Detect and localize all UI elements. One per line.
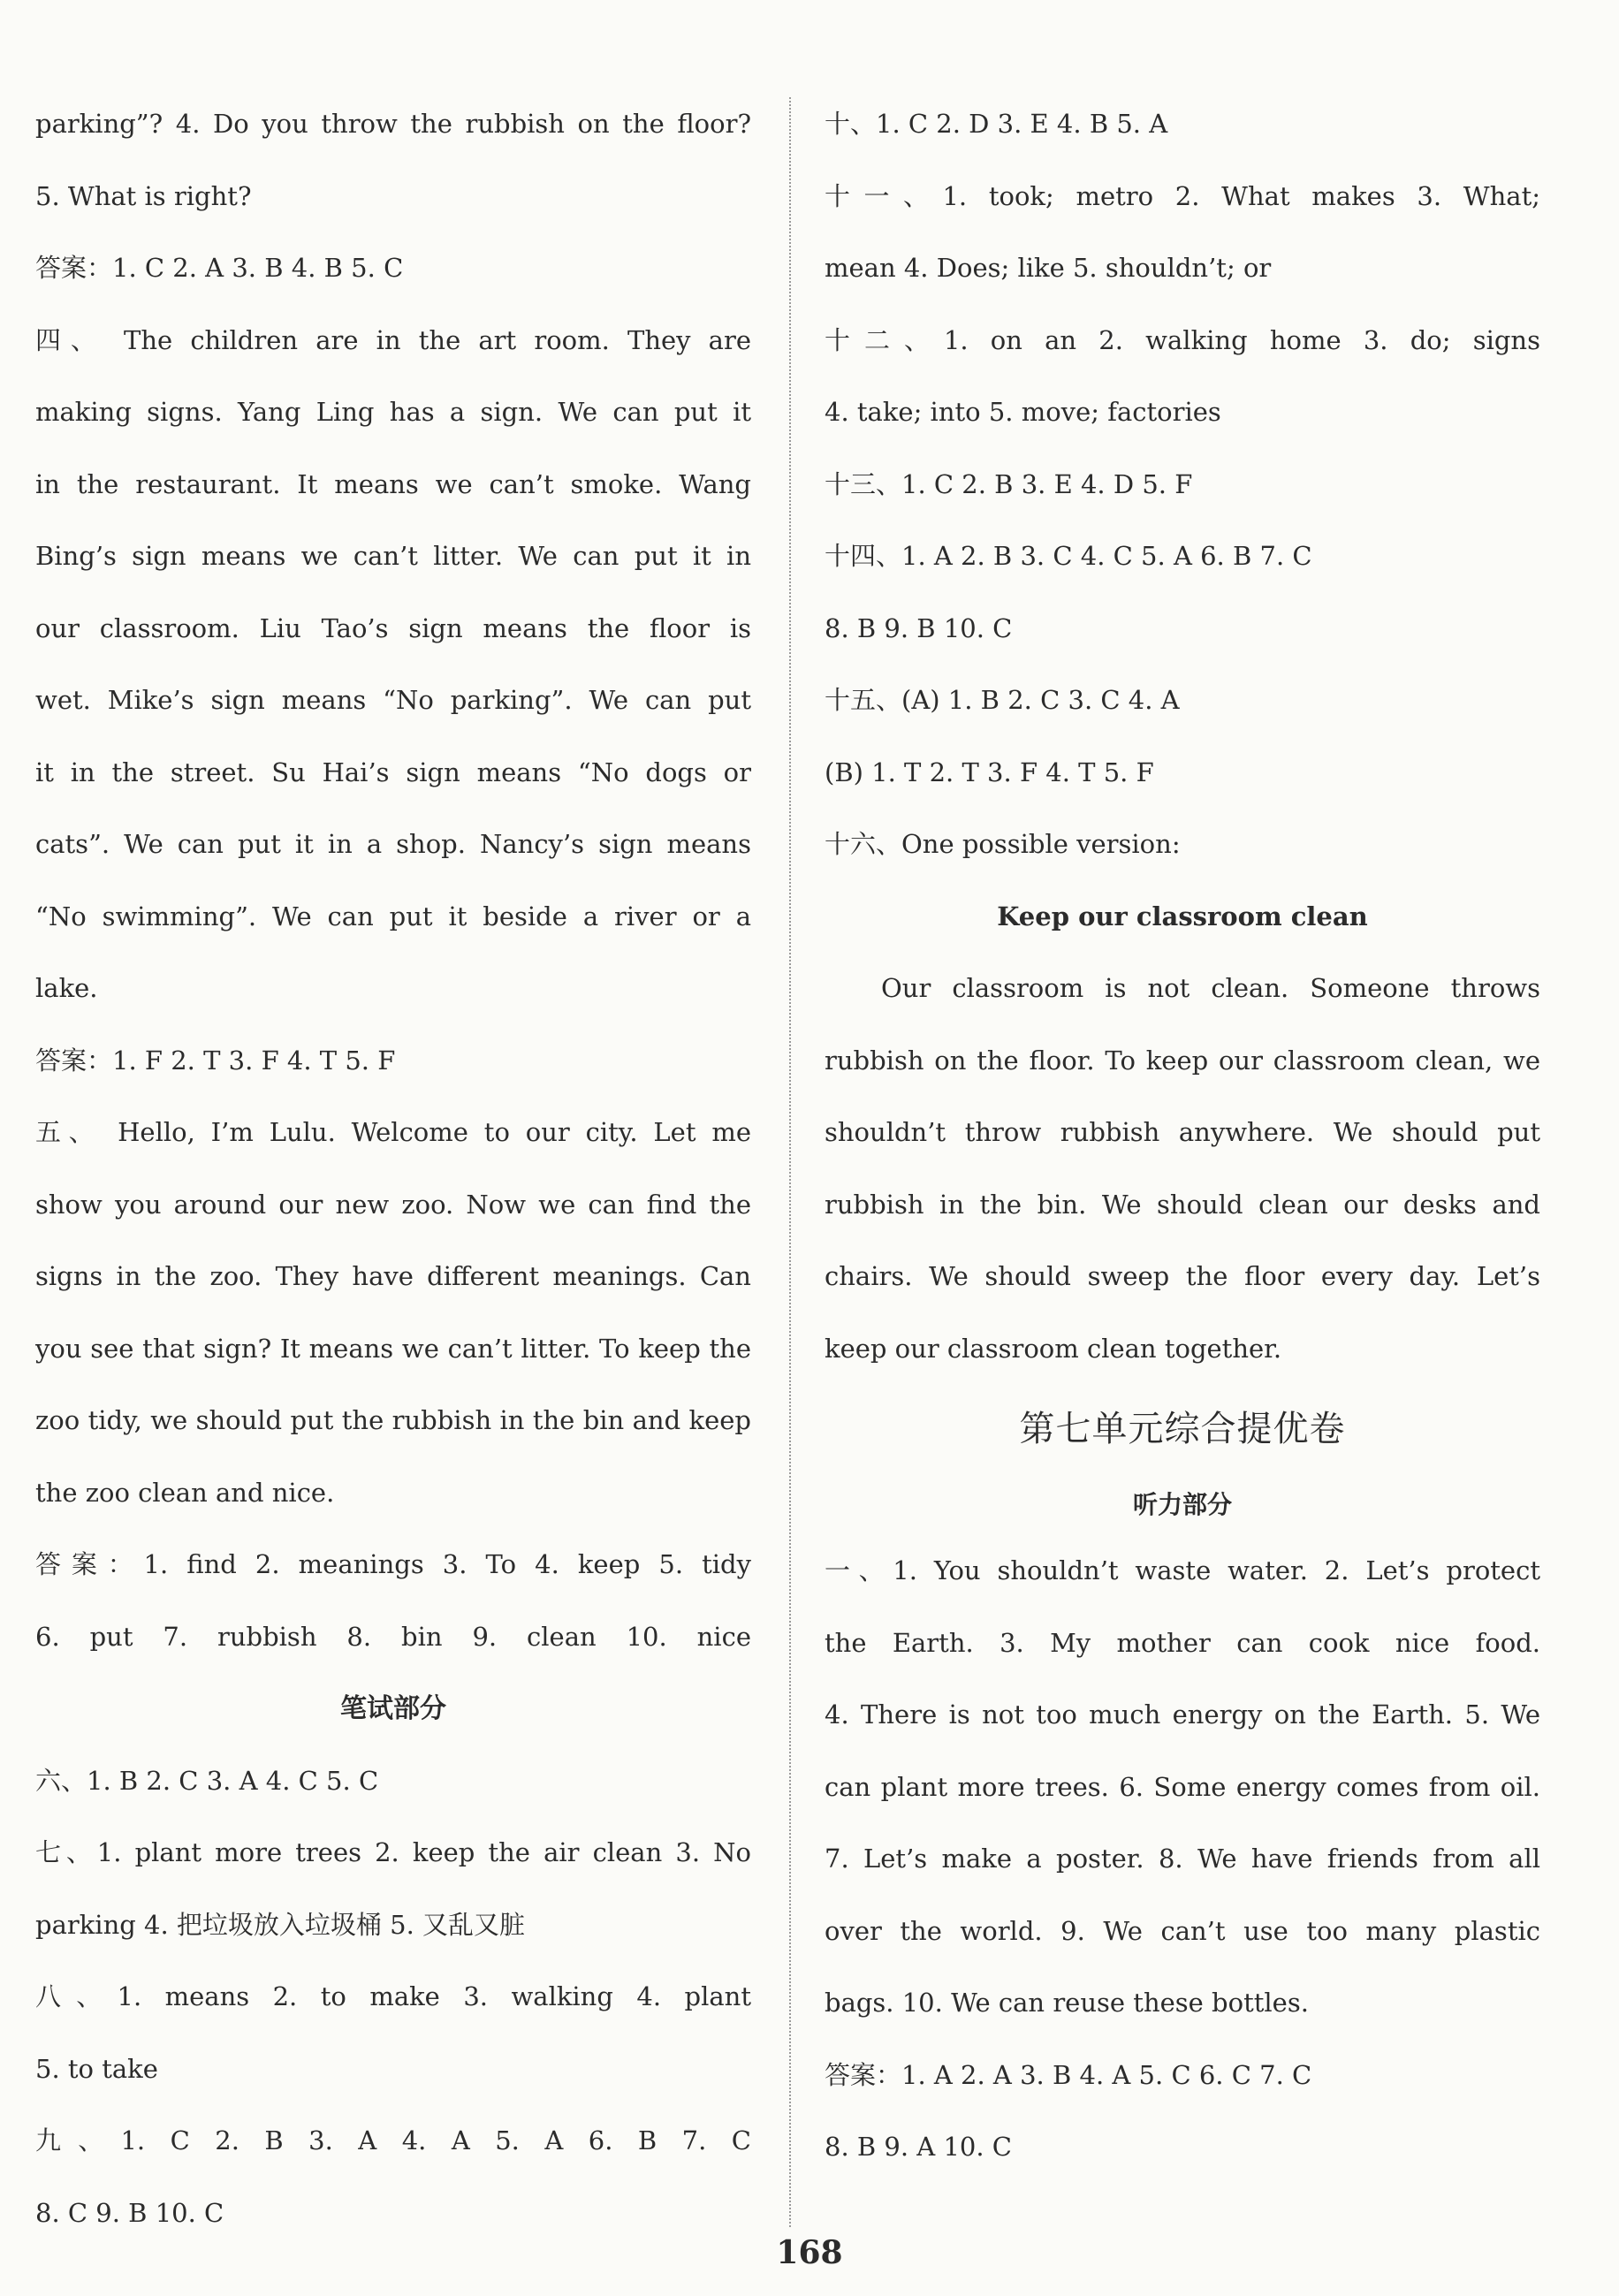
answer-line: bags. 10. We can reuse these bottles.	[825, 1988, 1309, 2018]
text-line: lake.	[35, 973, 98, 1003]
answer-line: 六、1. B 2. C 3. A 4. C 5. C	[35, 1765, 379, 1796]
answer-line: 6. put 7. rubbish 8. bin 9. clean 10. nice	[35, 1621, 751, 1652]
essay-line: Our classroom is not clean. Someone throws	[881, 973, 1540, 1003]
answer-line: 7. Let’s make a poster. 8. We have friends from all	[825, 1844, 1540, 1874]
text-line: 5. What is right?	[35, 180, 252, 211]
text-line: 四、 The children are in the art room. They are	[35, 324, 751, 355]
text-line: zoo tidy, we should put the rubbish in the bin and keep	[35, 1405, 751, 1435]
text-line: 五、 Hello, I’m Lulu. Welcome to our city. Let me	[35, 1117, 751, 1147]
text-line: you see that sign? It means we can’t litter. To keep the	[35, 1333, 751, 1364]
answer-line: 十三、1. C 2. B 3. E 4. D 5. F	[825, 468, 1193, 499]
answer-line: can plant more trees. 6. Some energy comes from oil.	[825, 1771, 1540, 1802]
essay-line: chairs. We should sweep the floor every day. Let’s	[825, 1261, 1540, 1291]
answer-line: 8. B 9. A 10. C	[825, 2132, 1012, 2162]
written-section-title: 笔试部分	[340, 1693, 446, 1724]
answer-line: 答案：1. C 2. A 3. B 4. B 5. C	[35, 253, 404, 283]
answer-line: 十六、One possible version:	[825, 829, 1181, 859]
text-line: Bing’s sign means we can’t litter. We can put it in	[35, 541, 751, 571]
answer-line: 答案：1. A 2. A 3. B 4. A 5. C 6. C 7. C	[825, 2059, 1312, 2090]
answer-line: 一、1. You shouldn’t waste water. 2. Let’s protect	[825, 1555, 1540, 1585]
right-column	[825, 88, 1540, 2184]
text-line: the zoo clean and nice.	[35, 1477, 335, 1508]
left-column	[35, 88, 751, 2249]
answer-line: 七、1. plant more trees 2. keep the air clean 3. No	[35, 1837, 751, 1867]
answer-line: 4. There is not too much energy on the Earth. 5. We	[825, 1699, 1540, 1730]
answer-line: 4. take; into 5. move; factories	[825, 397, 1221, 427]
answer-line: 十二、1. on an 2. walking home 3. do; signs	[825, 324, 1540, 355]
answer-line: 答案：1. F 2. T 3. F 4. T 5. F	[35, 1045, 396, 1076]
answer-line: 十、1. C 2. D 3. E 4. B 5. A	[825, 109, 1168, 139]
text-line: signs in the zoo. They have different meanings. Can	[35, 1261, 751, 1291]
text-line: wet. Mike’s sign means “No parking”. We can put	[35, 685, 751, 715]
answer-line: 8. C 9. B 10. C	[35, 2197, 224, 2228]
text-line: it in the street. Su Hai’s sign means “No dogs or	[35, 756, 751, 787]
answer-line: 十四、1. A 2. B 3. C 4. C 5. A 6. B 7. C	[825, 541, 1312, 571]
answer-line: (B) 1. T 2. T 3. F 4. T 5. F	[825, 756, 1154, 787]
answer-line: the Earth. 3. My mother can cook nice food.	[825, 1627, 1540, 1658]
text-line: show you around our new zoo. Now we can find the	[35, 1189, 751, 1220]
answer-line: 5. to take	[35, 2053, 158, 2084]
answer-line: 答案：1. find 2. meanings 3. To 4. keep 5. tidy	[35, 1549, 751, 1579]
text-line: cats”. We can put it in a shop. Nancy’s sign means	[35, 829, 751, 859]
answer-line: 九、1. C 2. B 3. A 4. A 5. A 6. B 7. C	[35, 2125, 751, 2155]
answer-line: over the world. 9. We can’t use too many plastic	[825, 1915, 1540, 1946]
essay-line: rubbish in the bin. We should clean our desks and	[825, 1189, 1540, 1220]
answer-line: mean 4. Does; like 5. shouldn’t; or	[825, 253, 1272, 283]
listening-section-title: 听力部分	[1132, 1490, 1232, 1519]
essay-title: Keep our classroom clean	[997, 901, 1368, 931]
answer-line: parking 4. 把垃圾放入垃圾桶 5. 又乱又脏	[35, 1909, 526, 1940]
text-line: “No swimming”. We can put it beside a river or a	[35, 901, 751, 931]
text-line: in the restaurant. It means we can’t smoke. Wang	[35, 468, 751, 499]
essay-line: keep our classroom clean together.	[825, 1333, 1282, 1364]
answer-line: 八、1. means 2. to make 3. walking 4. plant	[35, 1981, 751, 2011]
essay-line: rubbish on the floor. To keep our classroom clean, we	[825, 1045, 1540, 1076]
text-line: our classroom. Liu Tao’s sign means the floor is	[35, 612, 751, 643]
page-number: 168	[776, 2234, 843, 2271]
column-divider	[789, 97, 791, 2227]
text-line: making signs. Yang Ling has a sign. We can put it	[35, 397, 751, 427]
answer-line: 十五、(A) 1. B 2. C 3. C 4. A	[825, 685, 1180, 715]
answer-line: 8. B 9. B 10. C	[825, 612, 1013, 643]
text-line: parking”? 4. Do you throw the rubbish on the floor?	[35, 109, 751, 139]
essay-line: shouldn’t throw rubbish anywhere. We should put	[825, 1117, 1540, 1147]
unit-title: 第七单元综合提优卷	[1019, 1409, 1346, 1449]
answer-line: 十一、1. took; metro 2. What makes 3. What;	[825, 180, 1540, 211]
